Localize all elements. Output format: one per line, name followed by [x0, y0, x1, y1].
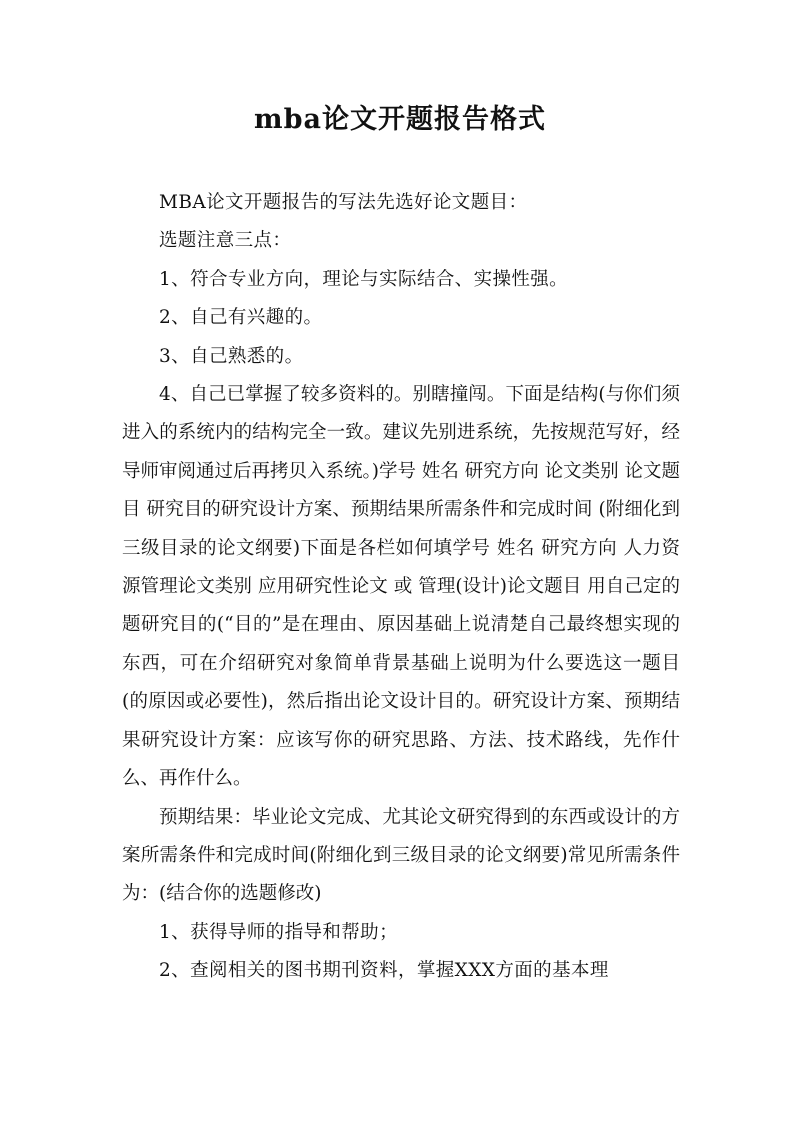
paragraph-topic-notes: 选题注意三点：	[159, 230, 292, 252]
paragraph-condition-2: 2、查阅相关的图书期刊资料，掌握XXX方面的基本理	[159, 960, 609, 982]
paragraph-point-4-structure: 4、自己已掌握了较多资料的。别瞎撞闯。下面是结构(与你们须进入的系统内的结构完全一致。建议先别进系统，先按规范写好，经导师审阅通过后再拷贝入系统。)学号 姓名 研究方向 论文类别 论文题目 研究目的研究设计方案、预期结果所需条件和完成时间 (附细化到三级目录的论文纲要)下面是各栏如何填学号 姓名 研究方向 人力资源管理论文类别 应用研究性论文 或 管理(设计)论文题目 用自己定的题研究目的(“目的”是在理由、原因基础上说清楚自己最终想实现的东西，可在介绍研究对象简单背景基础上说明为什么要选这一题目(的原因或必要性)，然后指出论文设计目的。研究设计方案、预期结果研究设计方案：应该写你的研究思路、方法、技术路线，先作什么、再作什么。	[122, 384, 680, 790]
paragraph-expected-results: 预期结果：毕业论文完成、尤其论文研究得到的东西或设计的方案所需条件和完成时间(附细化到三级目录的论文纲要)常见所需条件为：(结合你的选题修改)	[122, 806, 680, 905]
paragraph-point-1: 1、符合专业方向，理论与实际结合、实操性强。	[159, 268, 569, 290]
paragraph-intro: MBA论文开题报告的写法先选好论文题目：	[159, 192, 528, 213]
document-title: mba论文开题报告格式	[254, 104, 546, 135]
paragraph-condition-1: 1、获得导师的指导和帮助；	[159, 921, 398, 943]
paragraph-point-3: 3、自己熟悉的。	[159, 345, 304, 367]
document-body	[122, 184, 680, 991]
paragraph-point-2: 2、自己有兴趣的。	[159, 307, 323, 329]
